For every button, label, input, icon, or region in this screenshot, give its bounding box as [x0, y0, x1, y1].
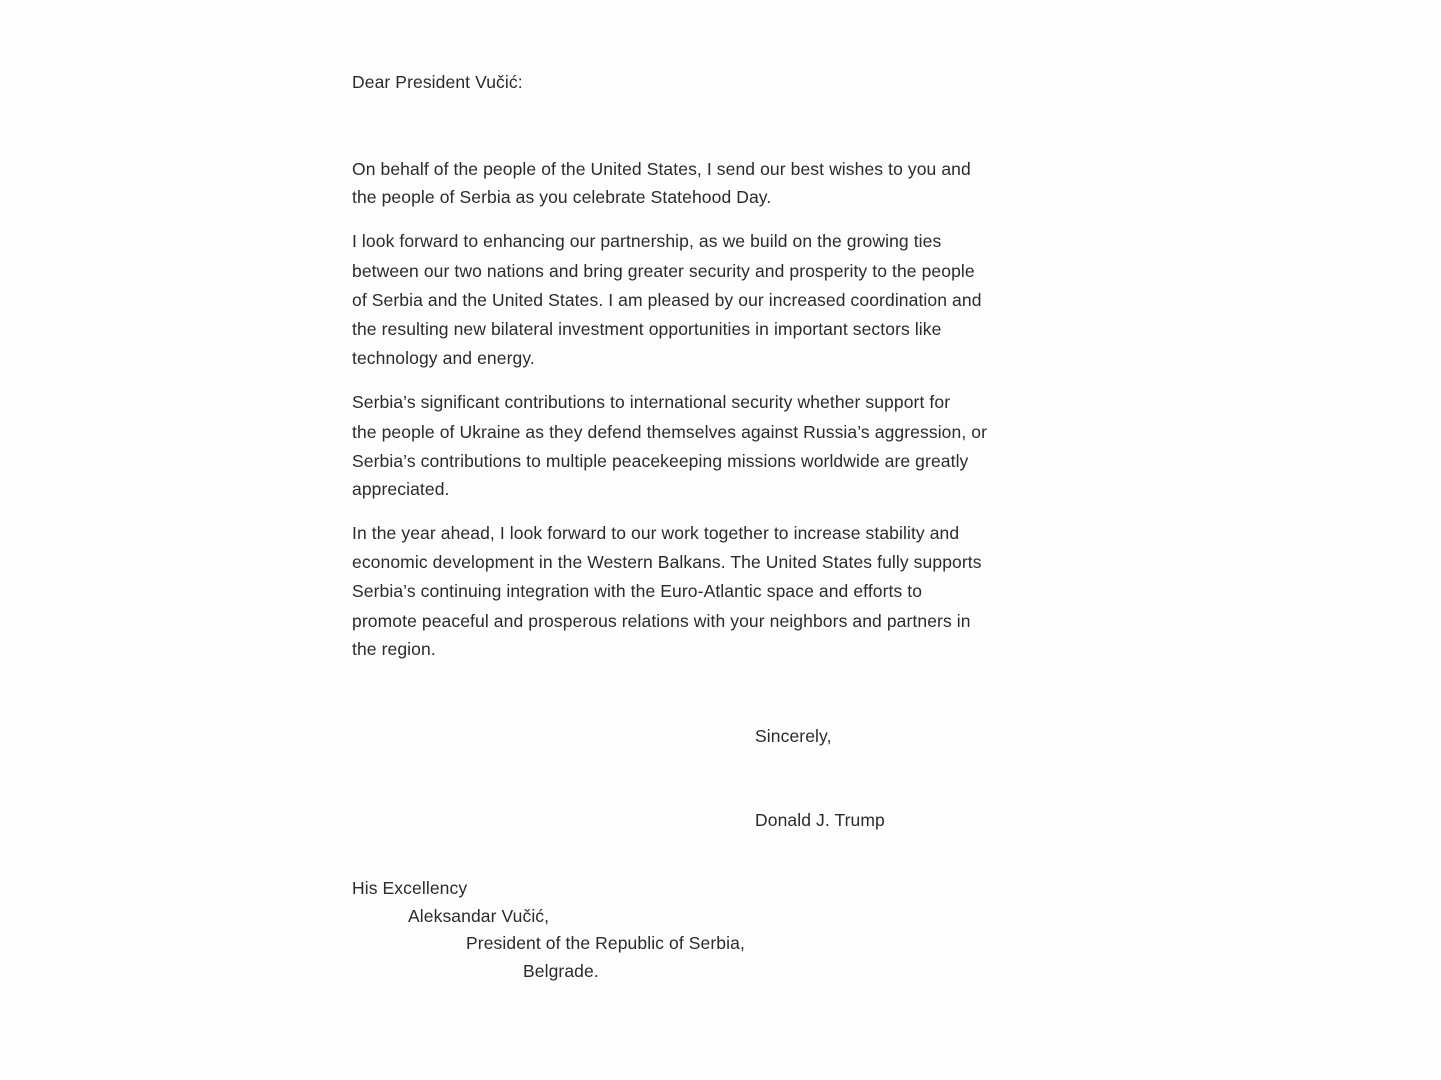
closing: Sincerely,: [755, 726, 832, 746]
paragraph-1-line-2: the people of Serbia as you celebrate Statehood Day.: [352, 187, 772, 207]
signatory-name: Donald J. Trump: [755, 810, 885, 830]
paragraph-3-line-3: Serbia’s contributions to multiple peacekeeping missions worldwide are greatly: [352, 451, 969, 471]
paragraph-3-line-4: appreciated.: [352, 479, 450, 499]
address-position: President of the Republic of Serbia,: [466, 933, 745, 953]
address-city: Belgrade.: [523, 961, 599, 981]
paragraph-2-line-2: between our two nations and bring greater security and prosperity to the people: [352, 261, 975, 281]
paragraph-2-line-4: the resulting new bilateral investment opportunities in important sectors like: [352, 319, 942, 339]
paragraph-3-line-1: Serbia’s significant contributions to international security whether support for: [352, 392, 951, 412]
paragraph-4-line-3: Serbia’s continuing integration with the Euro-Atlantic space and efforts to: [352, 581, 923, 601]
paragraph-1-line-1: On behalf of the people of the United States, I send our best wishes to you and: [352, 159, 971, 179]
paragraph-4-line-2: economic development in the Western Balkans. The United States fully supports: [352, 552, 982, 572]
paragraph-4-line-1: In the year ahead, I look forward to our work together to increase stability and: [352, 523, 960, 543]
paragraph-2-line-1: I look forward to enhancing our partnership, as we build on the growing ties: [352, 231, 942, 251]
paragraph-2-line-5: technology and energy.: [352, 348, 535, 368]
salutation: Dear President Vučić:: [352, 72, 523, 92]
paragraph-2-line-3: of Serbia and the United States. I am pleased by our increased coordination and: [352, 290, 982, 310]
address-name: Aleksandar Vučić,: [408, 906, 550, 926]
paragraph-3-line-2: the people of Ukraine as they defend themselves against Russia’s aggression, or: [352, 422, 988, 442]
paragraph-4-line-5: the region.: [352, 639, 436, 659]
paragraph-4-line-4: promote peaceful and prosperous relations with your neighbors and partners in: [352, 611, 971, 631]
address-title: His Excellency: [352, 878, 468, 898]
